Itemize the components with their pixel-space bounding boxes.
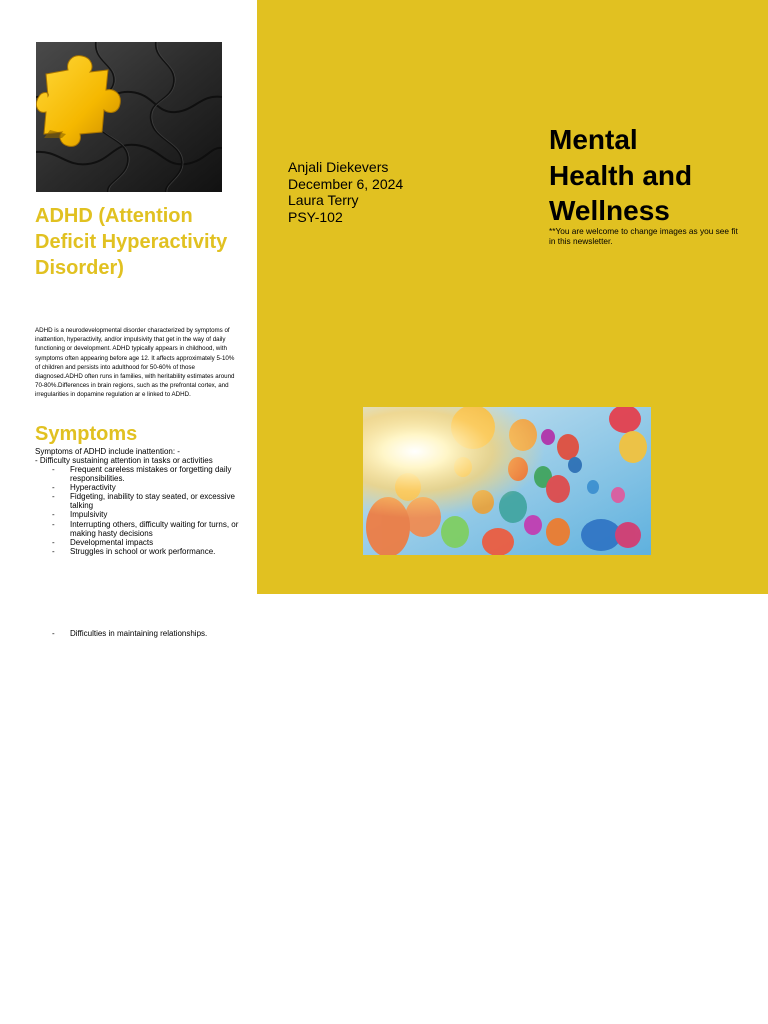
list-dash: -	[52, 537, 55, 547]
image-note: **You are welcome to change images as you see fit in this newsletter.	[549, 226, 738, 246]
symptoms-intro-line-2: - Difficulty sustaining attention in tasks or activities	[35, 456, 213, 466]
list-item-text: Fidgeting, inability to stay seated, or excessive talking	[70, 492, 235, 511]
author-info	[288, 159, 403, 225]
list-item-text: Impulsivity	[70, 510, 108, 520]
list-item	[52, 520, 242, 538]
list-item	[52, 538, 242, 547]
list-dash: -	[52, 483, 55, 493]
list-dash: -	[52, 629, 55, 638]
list-item-text: Frequent careless mistakes or forgetting daily responsibilities.	[70, 465, 232, 484]
list-item	[52, 465, 242, 483]
balloons-image	[363, 407, 651, 555]
list-dash: -	[52, 465, 55, 474]
list-item-text: Developmental impacts	[70, 537, 154, 547]
title-line-2: Health and	[549, 159, 693, 191]
symptoms-title: Symptoms	[35, 423, 138, 445]
list-item	[52, 492, 242, 510]
list-dash: -	[52, 546, 55, 556]
list-item	[52, 547, 242, 556]
list-dash: -	[52, 510, 55, 520]
date: December 6, 2024	[288, 175, 404, 192]
title-line-1: Mental	[549, 124, 638, 155]
symptoms-list	[52, 465, 242, 556]
list-item-relationships	[52, 629, 207, 638]
adhd-description: ADHD is a neurodevelopmental disorder characterized by symptoms of inattention, hyperactivity, and/or impulsivity that get in the way of daily functioning or development. ADHD typically appears in childhood, with symptoms often appearing before age 12. It affects approximately 5-10% of children and persists into adulthood for 50-60% of those diagnosed.ADHD often runs in families, with heritability estimates around 70-80%.Differences in brain regions, such as the prefrontal cortex, and irregularities in dopamine regulation ar e linked to ADHD.	[35, 327, 235, 399]
symptoms-intro-line-1: Symptoms of ADHD include inattention: -	[35, 447, 180, 456]
title-line-3: Wellness	[549, 195, 670, 226]
puzzle-piece-image	[36, 42, 222, 192]
list-item-text: Struggles in school or work performance.	[70, 546, 216, 556]
adhd-title: ADHD (Attention Deficit Hyperactivity Disorder)	[35, 205, 228, 279]
instructor-name: Laura Terry	[288, 192, 359, 208]
author-name: Anjali Diekevers	[288, 159, 389, 175]
list-dash: -	[52, 519, 55, 529]
list-item-text: Interrupting others, difficulty waiting for turns, or making hasty decisions	[70, 519, 239, 538]
course-code: PSY-102	[288, 208, 343, 225]
list-item	[52, 483, 242, 492]
symptoms-intro	[35, 447, 245, 465]
list-dash: -	[52, 492, 55, 502]
list-item-text: Hyperactivity	[70, 483, 116, 493]
list-item-text: Difficulties in maintaining relationships.	[70, 629, 208, 638]
newsletter-title	[549, 122, 692, 229]
list-item	[52, 510, 242, 519]
